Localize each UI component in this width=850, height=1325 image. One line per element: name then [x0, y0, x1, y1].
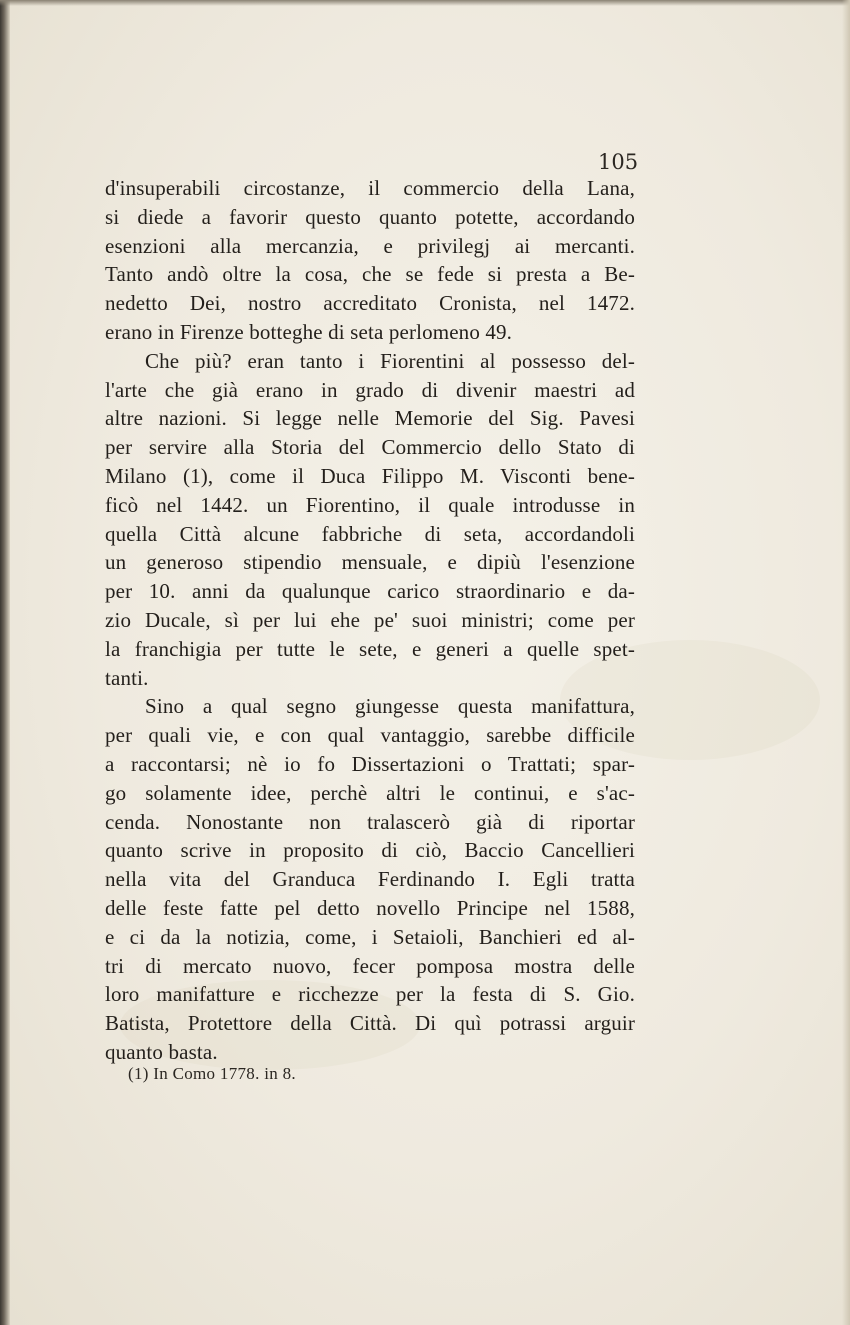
page-number: 105 [598, 150, 639, 174]
text-line: per quali vie, e con qual vantaggio, sarebbe difficile [105, 723, 635, 748]
right-edge-shadow [842, 0, 850, 1325]
text-line: altre nazioni. Si legge nelle Memorie del Sig. Pavesi [105, 406, 635, 431]
text-line: delle feste fatte pel detto novello Principe nel 1588, [105, 895, 635, 920]
text-line: tanti. [105, 665, 149, 690]
text-line: go solamente idee, perchè altri le continui, e s'ac- [105, 780, 635, 805]
text-line: Milano (1), come il Duca Filippo M. Visconti bene- [105, 463, 635, 488]
text-line: loro manifatture e ricchezze per la festa di S. Gio. [105, 982, 635, 1007]
binding-edge [0, 0, 10, 1325]
text-line: zio Ducale, sì per lui ehe pe' suoi ministri; come per [105, 607, 635, 632]
text-line: per 10. anni da qualunque carico straordinario e da- [105, 579, 635, 604]
text-line: d'insuperabili circostanze, il commercio della Lana, [105, 176, 635, 200]
text-line: Che più? eran tanto i Fiorentini al possesso del- [145, 348, 635, 373]
top-edge-shadow [0, 0, 850, 6]
text-line: erano in Firenze botteghe di seta perlomeno 49. [105, 319, 513, 344]
text-line: e ci da la notizia, come, i Setaioli, Banchieri ed al- [105, 924, 635, 949]
body-text [105, 174, 635, 1067]
text-line: cenda. Nonostante non tralascerò già di riportar [105, 809, 635, 834]
text-line: esenzioni alla mercanzia, e privilegj ai mercanti. [105, 233, 635, 258]
text-line: l'arte che già erano in grado di divenir maestri ad [105, 377, 635, 402]
text-line: un generoso stipendio mensuale, e dipiù l'esenzione [105, 550, 635, 575]
paragraph [105, 347, 635, 693]
paragraph [105, 174, 635, 347]
paragraph [105, 692, 635, 1066]
text-line: Sino a qual segno giungesse questa manifattura, [145, 694, 635, 719]
text-line: quella Città alcune fabbriche di seta, accordandoli [105, 521, 635, 546]
text-line: tri di mercato nuovo, fecer pomposa mostra delle [105, 953, 635, 978]
text-line: nella vita del Granduca Ferdinando I. Egli tratta [105, 867, 635, 892]
text-line: quanto basta. [105, 1039, 218, 1064]
footnote: (1) In Como 1778. in 8. [128, 1064, 296, 1083]
text-line: ficò nel 1442. un Fiorentino, il quale introdusse in [105, 492, 635, 517]
text-line: quanto scrive in proposito di ciò, Baccio Cancellieri [105, 838, 635, 863]
text-line: nedetto Dei, nostro accreditato Cronista, nel 1472. [105, 291, 635, 316]
text-line: si diede a favorir questo quanto potette, accordando [105, 204, 635, 229]
text-line: la franchigia per tutte le sete, e generi a quelle spet- [105, 636, 635, 661]
text-line: a raccontarsi; nè io fo Dissertazioni o Trattati; spar- [105, 751, 635, 776]
text-line: Batista, Protettore della Città. Di quì potrassi arguir [105, 1011, 635, 1036]
text-line: Tanto andò oltre la cosa, che se fede si presta a Be- [105, 262, 635, 287]
text-line: per servire alla Storia del Commercio dello Stato di [105, 435, 635, 460]
